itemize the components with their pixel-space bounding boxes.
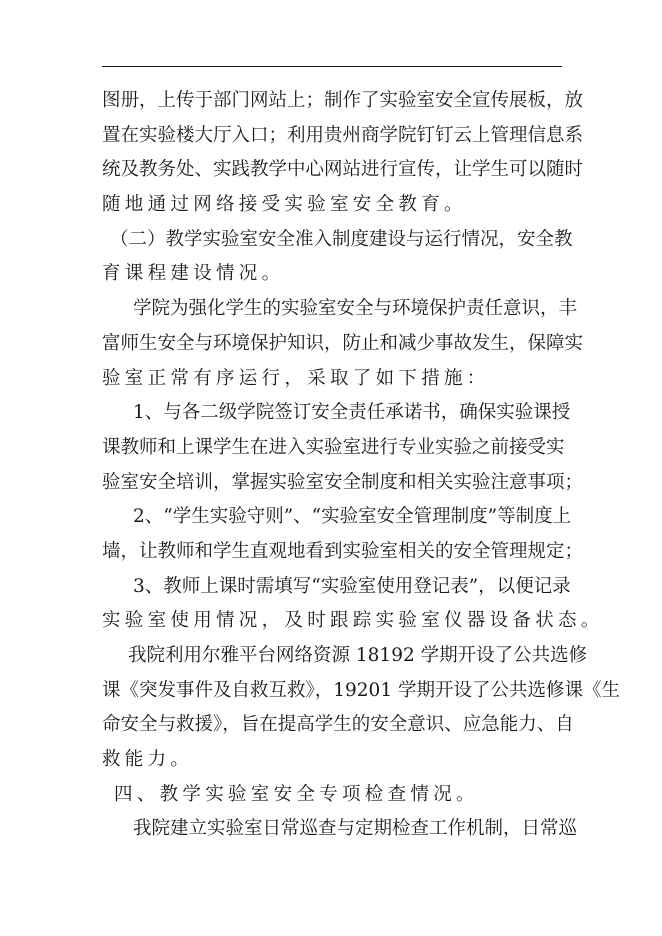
text-line: 图册，上传于部门网站上；制作了实验室安全宣传展板，放 [102,90,584,111]
text-line: 课《突发事件及自救互救》，19201 学期开设了公共选修课《生 [102,679,620,701]
text-line: 验室安全培训，掌握实验室安全制度和相关实验注意事项； [102,471,584,493]
section-heading-cont: 育课程建设情况。 [102,263,285,285]
list-item-2: 2、“学生实验守则”、“实验室安全管理制度”等制度上 [133,506,572,528]
text-line: 随地通过网络接受实验室安全教育。 [102,194,467,216]
text-line: 验室正常有序运行，采取了如下措施： [102,367,490,389]
text-line: 救能力。 [102,749,194,771]
text-line: 命安全与救援》，旨在提高学生的安全意识、应急能力、自 [102,714,574,736]
text-line: 实验室使用情况，及时跟踪实验室仪器设备状态。 [102,610,604,632]
text-line: 课教师和上课学生在进入实验室进行专业实验之前接受实 [102,436,565,458]
section-heading: 四、教学实验室安全专项检查情况。 [114,783,479,805]
section-heading: （二）教学实验室安全准入制度建设与运行情况，安全教 [110,228,573,250]
text-line: 统及教务处、实践教学中心网站进行宣传，让学生可以随时 [102,159,584,181]
text-line: 我院建立实验室日常巡查与定期检查工作机制，日常巡 [133,818,578,840]
text-line: 学院为强化学生的实验室安全与环境保护责任意识，丰 [133,298,578,320]
document-body [102,84,620,847]
text-line: 墙，让教师和学生直观地看到实验室相关的安全管理规定； [102,540,584,562]
text-line: 我院利用尔雅平台网络资源 18192 学期开设了公共选修 [128,645,588,666]
header-rule [102,66,562,67]
list-item-3: 3、教师上课时需填写“实验室使用登记表”，以便记录 [133,575,571,597]
text-line: 置在实验楼大厅入口；利用贵州商学院钉钉云上管理信息系 [102,124,584,146]
list-item-1: 1、与各二级学院签订安全责任承诺书，确保实验课授 [133,402,571,424]
text-line: 富师生安全与环境保护知识，防止和减少事故发生，保障实 [102,332,584,354]
